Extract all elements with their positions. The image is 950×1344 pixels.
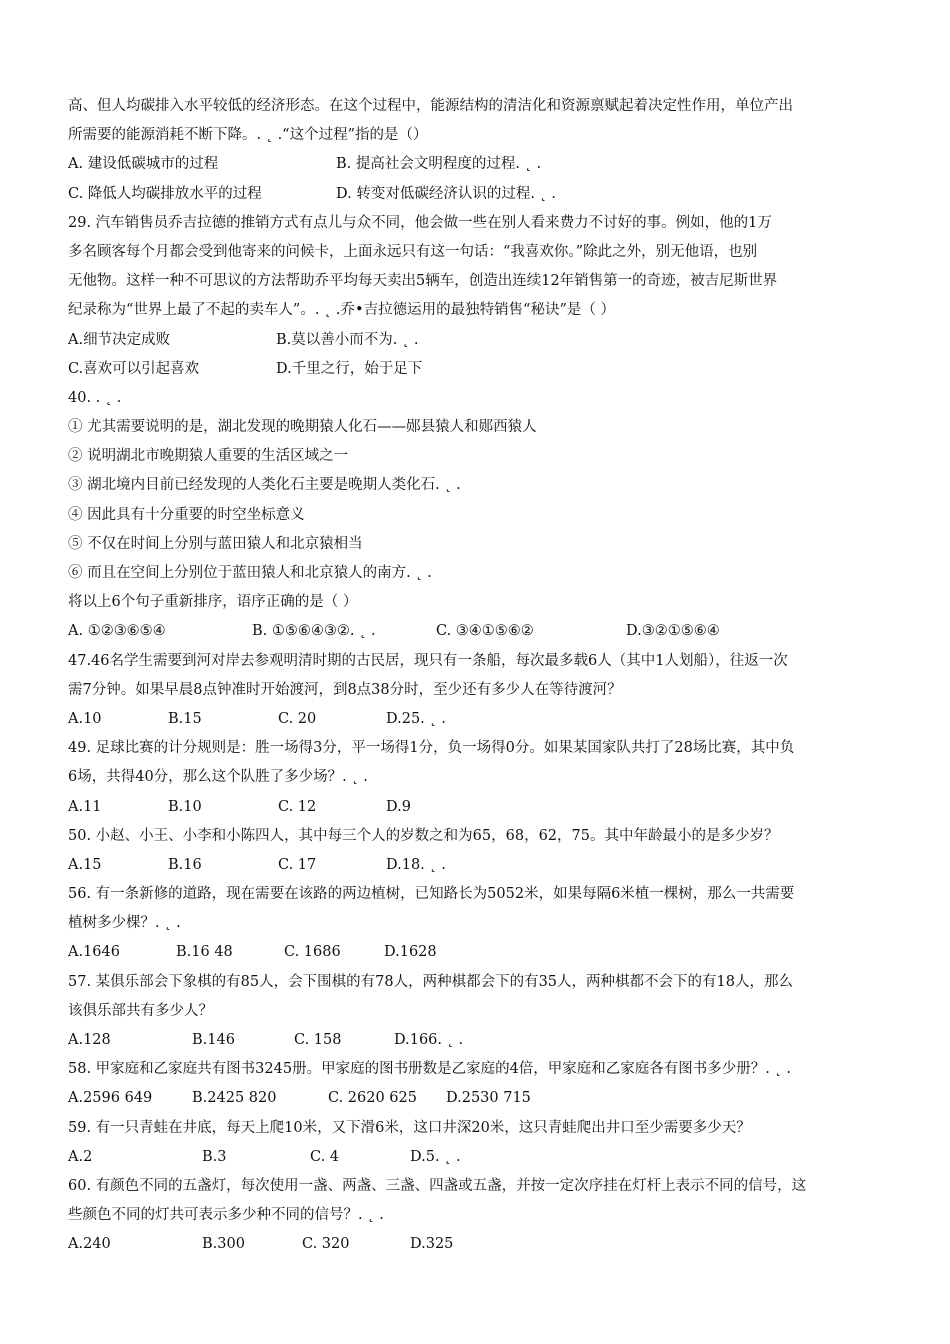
question-60 (68, 1172, 888, 1260)
option-c: C. 1686 (284, 944, 341, 961)
option-d: D.25. ˛ . (386, 710, 446, 727)
question-58 (68, 1055, 888, 1113)
question-text: 57. 某俱乐部会下象棋的有85人，会下围棋的有78人，两种棋都会下的有35人，两种棋都不会下的有18人，那么 (68, 973, 793, 990)
option-d: D. 转变对低碳经济认识的过程. ˛ . (336, 185, 557, 202)
question-59 (68, 1114, 888, 1172)
option-b: B.15 (168, 710, 202, 727)
option-a: A.15 (68, 856, 102, 873)
option-a: A.128 (68, 1032, 111, 1048)
option-row (68, 1084, 888, 1113)
option-row (68, 705, 888, 734)
option-b: B.146 (192, 1032, 235, 1048)
option-row (68, 180, 888, 209)
sentence-4: ④ 因此具有十分重要的时空坐标意义 (68, 506, 305, 523)
option-d: D.1628 (384, 944, 437, 961)
question-50 (68, 822, 888, 880)
question-57 (68, 968, 888, 1056)
option-c: C. 4 (310, 1148, 340, 1165)
option-a: A. 建设低碳城市的过程 (68, 156, 219, 173)
question-40 (68, 384, 888, 647)
question-prompt: 将以上6个句子重新排序，语序正确的是（ ） (68, 594, 358, 611)
option-row (68, 150, 888, 179)
question-text: 纪录称为“世界上最了不起的卖车人”。. ˛ .乔•吉拉德运用的最独特销售“秘诀”是（ ） (68, 302, 615, 319)
exam-page (68, 92, 888, 1260)
option-b: B.3 (202, 1148, 227, 1165)
option-a: A.11 (68, 798, 102, 815)
question-text: 6场，共得40分，那么这个队胜了多少场？. ˛ . (68, 769, 368, 786)
question-text: 该俱乐部共有多少人？ (68, 1002, 213, 1019)
option-a: A.细节决定成败 (68, 331, 171, 348)
option-d: D.166. ˛ . (394, 1032, 464, 1048)
option-b: B.2425 820 (192, 1090, 277, 1107)
question-text: 植树多少棵？. ˛ . (68, 915, 181, 932)
option-a: A.2 (68, 1148, 93, 1165)
option-d: D.9 (386, 798, 411, 815)
option-c: C. 158 (294, 1032, 342, 1048)
option-d: D.5. ˛ . (410, 1148, 461, 1165)
option-a: A. ①②③⑥⑤④ (68, 623, 166, 640)
option-row (68, 1026, 888, 1055)
question-text: 56. 有一条新修的道路，现在需要在该路的两边植树，已知路长为5052米，如果每隔6米植一棵树，那么一共需要 (68, 886, 795, 903)
option-c: C. 降低人均碳排放水平的过程 (68, 185, 262, 202)
option-a: A.10 (68, 710, 102, 727)
option-a: A.2596 649 (68, 1090, 153, 1107)
option-b: B.10 (168, 798, 202, 815)
option-d: D.2530 715 (446, 1090, 531, 1107)
question-text: 需7分钟。如果早晨8点钟准时开始渡河，到8点38分时，至少还有多少人在等待渡河？ (68, 681, 622, 698)
option-b: B. 提高社会文明程度的过程. ˛ . (336, 156, 542, 173)
option-row (68, 851, 888, 880)
option-d: D.18. ˛ . (386, 856, 446, 873)
sentence-6: ⑥ 而且在空间上分别位于蓝田猿人和北京猿人的南方. ˛ . (68, 565, 432, 581)
question-28 (68, 92, 888, 209)
option-row (68, 355, 888, 384)
question-text: 49. 足球比赛的计分规则是：胜一场得3分，平一场得1分，负一场得0分。如果某国家队共打了28场比赛，其中负 (68, 740, 795, 757)
option-c: C. 320 (302, 1236, 350, 1253)
question-text: 所需要的能源消耗不断下降。. ˛ .“这个过程”指的是（） (68, 127, 428, 144)
option-c: C. 2620 625 (328, 1090, 417, 1107)
option-row (68, 793, 888, 822)
question-29 (68, 209, 888, 384)
option-d: D.千里之行，始于足下 (276, 360, 423, 377)
option-a: A.240 (68, 1236, 111, 1253)
question-text: 60. 有颜色不同的五盏灯，每次使用一盏、两盏、三盏、四盏或五盏，并按一定次序挂在灯杆上表示不同的信号，这 (68, 1177, 807, 1194)
option-row (68, 1230, 888, 1259)
option-d: D.③②①⑤⑥④ (626, 623, 720, 640)
question-text: 59. 有一只青蛙在井底，每天上爬10米，又下滑6米，这口井深20米，这只青蛙爬出井口至少需要多少天？ (68, 1119, 751, 1136)
option-b: B.16 (168, 856, 202, 873)
question-47 (68, 647, 888, 735)
option-c: C. ③④①⑤⑥② (436, 623, 534, 640)
option-row (68, 938, 888, 967)
sentence-2: ② 说明湖北市晚期猿人重要的生活区域之一 (68, 448, 349, 465)
option-b: B.16 48 (176, 944, 233, 961)
option-c: C. 17 (278, 856, 317, 873)
option-b: B.300 (202, 1236, 245, 1253)
option-d: D.325 (410, 1236, 454, 1253)
question-text: 58. 甲家庭和乙家庭共有图书3245册。甲家庭的图书册数是乙家庭的4倍，甲家庭和乙家庭各有图书多少册？. ˛ . (68, 1061, 791, 1078)
option-a: A.1646 (68, 944, 120, 961)
option-b: B.莫以善小而不为. ˛ . (276, 331, 419, 348)
question-text: 无他物。这样一种不可思议的方法帮助乔平均每天卖出5辆车，创造出连续12年销售第一的奇迹，被吉尼斯世界 (68, 273, 778, 290)
question-text: 47.46名学生需要到河对岸去参观明清时期的古民居，现只有一条船，每次最多载6人（其中1人划船），往返一次 (68, 652, 788, 669)
question-56 (68, 880, 888, 968)
sentence-1: ① 尤其需要说明的是，湖北发现的晚期猿人化石——郧县猿人和郧西猿人 (68, 419, 537, 436)
sentence-3: ③ 湖北境内目前已经发现的人类化石主要是晚期人类化石. ˛ . (68, 477, 461, 494)
question-text: 多名顾客每个月都会受到他寄来的问候卡，上面永远只有这一句话：“我喜欢你。”除此之外，别无他语，也别 (68, 243, 758, 260)
option-row (68, 617, 888, 646)
question-text: 些颜色不同的灯共可表示多少种不同的信号？. ˛ . (68, 1207, 384, 1224)
option-row (68, 1143, 888, 1172)
question-text: 29. 汽车销售员乔吉拉德的推销方式有点儿与众不同，他会做一些在别人看来费力不讨好的事。例如，他的1万 (68, 214, 772, 231)
option-c: C.喜欢可以引起喜欢 (68, 360, 200, 377)
question-text: 高、但人均碳排入水平较低的经济形态。在这个过程中，能源结构的清洁化和资源禀赋起着决定性作用，单位产出 (68, 98, 793, 114)
question-49 (68, 734, 888, 822)
option-b: B. ①⑤⑥④③②. ˛ . (252, 623, 376, 640)
option-row (68, 326, 888, 355)
option-c: C. 12 (278, 798, 317, 815)
option-c: C. 20 (278, 710, 317, 727)
question-text: 50. 小赵、小王、小李和小陈四人，其中每三个人的岁数之和为65，68，62，75。其中年龄最小的是多少岁？ (68, 827, 779, 844)
sentence-5: ⑤ 不仅在时间上分别与蓝田猿人和北京猿相当 (68, 535, 363, 552)
question-number: 40. . ˛ . (68, 389, 122, 406)
